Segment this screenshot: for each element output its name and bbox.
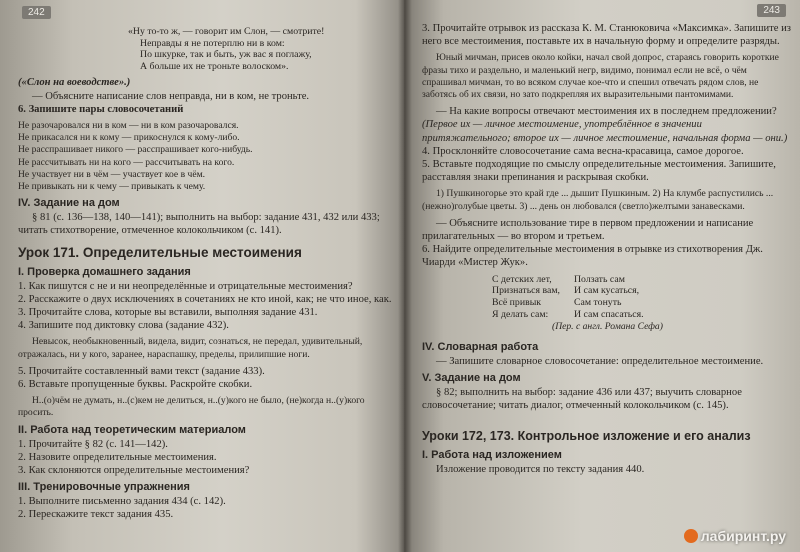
exercise-text: Н..(о)чём не думать, н..(с)кем не делиться, н..(у)кого не было, (не)когда н..(у)кого просить. — [18, 395, 365, 419]
question-text: — На какие вопросы отвечают местоимения их в последнем предложении? — [436, 106, 777, 118]
poem-line: Признаться вам, — [492, 285, 560, 297]
task-6: 6. Найдите определительные местоимения в отрывке из стихотворения Дж. Чиарди «Мистер Жук». — [422, 244, 763, 269]
watermark-logo — [684, 528, 786, 544]
pair-item: Не участвует ни в чём — участвует кое в чём. — [18, 168, 206, 180]
task-5: 5. Вставьте подходящие по смыслу определительные местоимения. Запишите, расставляя знаки препинания и раскрывая скобки. — [422, 159, 776, 184]
poem-line: А больше их не троньте волоском». — [140, 60, 289, 72]
s3-item: 2. Перескажите текст задания 435. — [18, 509, 174, 521]
lesson-172-173-title: Уроки 172, 173. Контрольное изложение и его анализ — [422, 428, 751, 443]
poem-line: С детских лет, — [492, 273, 552, 285]
poem-translation-source: (Пер. с англ. Романа Сефа) — [552, 320, 663, 332]
poem-line: Сам тонуть — [573, 297, 622, 309]
poem-line: И сам кусаться, — [573, 285, 640, 297]
poem-line: Я делать сам: — [492, 309, 549, 321]
homework-heading: IV. Задание на дом — [18, 197, 120, 210]
section-2-heading: II. Работа над теоретическим материалом — [18, 423, 246, 436]
poem-line: «Ну то-то ж, — говорит им Слон, — смотрите! — [128, 26, 325, 37]
section-6-text: Изложение проводится по тексту задания 440. — [436, 463, 645, 475]
pair-item: Не расспрашивает никого — расспрашивает кого-нибудь. — [18, 144, 253, 156]
poem-line: И сам спасаться. — [573, 309, 644, 321]
s1-item: 4. Запишите под диктовку слова (задание 432). — [18, 320, 229, 332]
s1-item: 1. Как пишутся с не и ни неопределённые и отрицательные местоимения? — [18, 280, 353, 292]
task-6-heading: 6. Запишите пары словосочетаний — [18, 103, 184, 115]
s1-item: 2. Расскажите о двух исключениях в сочетаниях не кто иной, как; не что иное, как. — [18, 293, 392, 305]
s2-item: 3. Как склоняются определительные местоимения? — [18, 465, 250, 477]
section-3-heading: III. Тренировочные упражнения — [18, 481, 190, 494]
s2-item: 2. Назовите определительные местоимения. — [18, 451, 217, 463]
task-explain: — Объясните написание слов неправда, ни в ком, не троньте. — [32, 90, 310, 102]
s3-item: 1. Выполните письменно задания 434 (с. 142). — [18, 496, 226, 508]
s1-item: 3. Прочитайте слова, которые вы вставили, выполняя задание 431. — [18, 307, 318, 319]
poem-source: («Слон на воеводстве».) — [18, 77, 131, 89]
answer-text: (Первое их — личное местоимение, употреблённое в значении притяжательного; второе их — личное местоимение, начальная форма — они.) — [422, 119, 788, 144]
pair-item: Не прикасался ни к кому — прикоснулся к кому-либо. — [18, 132, 240, 144]
pair-item: Не разочаровался ни в ком — ни в ком разочаровался. — [18, 119, 239, 131]
poem-column-2 — [574, 274, 644, 321]
poem-line: По шкурке, так и быть, уж вас я поглажу, — [140, 49, 312, 61]
section-1-heading: I. Проверка домашнего задания — [18, 265, 191, 278]
question-2-text: — Объясните использование тире в первом предложении и написание прилагательных — во втором и третьем. — [422, 217, 754, 243]
pair-item: Не рассчитывать ни на кого — рассчитывать на кого. — [18, 156, 235, 168]
section-5-heading: V. Задание на дом — [422, 372, 521, 385]
page-number-left: 242 — [22, 6, 51, 19]
s1-item: 5. Прочитайте составленный вами текст (задание 433). — [18, 365, 265, 377]
page-number-right: 243 — [757, 4, 786, 17]
task-4: 4. Просклоняйте словосочетание сама весна-красавица, самое дорогое. — [422, 145, 744, 157]
poem-line: Ползать сам — [573, 273, 625, 285]
poem-line: Всё привык — [492, 297, 542, 309]
task-3: 3. Прочитайте отрывок из рассказа К. М. Станюковича «Максимка». Запишите из него все местоимения, поставьте их в начальную форму и определите разряды. — [422, 23, 791, 48]
dictation-words: Невысок, необыкновенный, видела, видит, сознаться, не передал, удивительный, отражалась, ни у кого, заранее, нараспашку, пределы, прилипшие ноги. — [18, 336, 363, 360]
homework-text: § 81 (с. 136—138, 140—141); выполнить на выбор: задание 431, 432 или 433; читать стихотворение, отмеченное колокольчиком (с. 141). — [18, 212, 380, 237]
poem-excerpt — [128, 26, 394, 72]
s1-item: 6. Вставьте пропущенные буквы. Раскройте скобки. — [18, 379, 253, 391]
right-page — [404, 0, 800, 552]
pairs-list — [18, 120, 394, 193]
logo-mark-icon — [684, 529, 698, 543]
section-5-text: § 82; выполнить на выбор: задание 436 или 437; выучить словарное словосочетание; читать диалог, отмеченный колокольчиком (с. 145). — [422, 387, 742, 412]
lesson-171-title: Урок 171. Определительные местоимения — [18, 244, 302, 260]
poem-column-1 — [492, 274, 560, 321]
exercise-5-text: 1) Пушкиногорье это край где ... дышит Пушкиным. 2) На клумбе распустились ... (нежно)голубые цветы. 3) ... день он любовался (светло)желтыми занавесками. — [422, 188, 774, 212]
logo-text: лабиринт.ру — [700, 528, 786, 544]
book-gutter — [398, 0, 412, 552]
section-4-heading: IV. Словарная работа — [422, 341, 539, 354]
section-6-heading: I. Работа над изложением — [422, 448, 562, 461]
poem-line: Неправды я не потерплю ни в ком: — [140, 37, 285, 49]
poem-columns — [492, 274, 792, 321]
pair-item: Не привыкать ни к чему — привыкать к чему. — [18, 181, 206, 192]
section-4-text: — Запишите словарное словосочетание: определительное местоимение. — [436, 356, 764, 368]
excerpt-text: Юный мичман, присев около койки, начал свой допрос, стараясь говорить короткие фразы тихо и раздельно, и маленький негр, видимо, понимал если не всё, о чём спрашивал мичман, то во всяком случае кое-что и спешил отвечать рядом слов, не заботясь об их связи, но зато подкрепляя их выразительными пантомимами. — [422, 52, 779, 101]
s2-item: 1. Прочитайте § 82 (с. 141—142). — [18, 438, 168, 450]
